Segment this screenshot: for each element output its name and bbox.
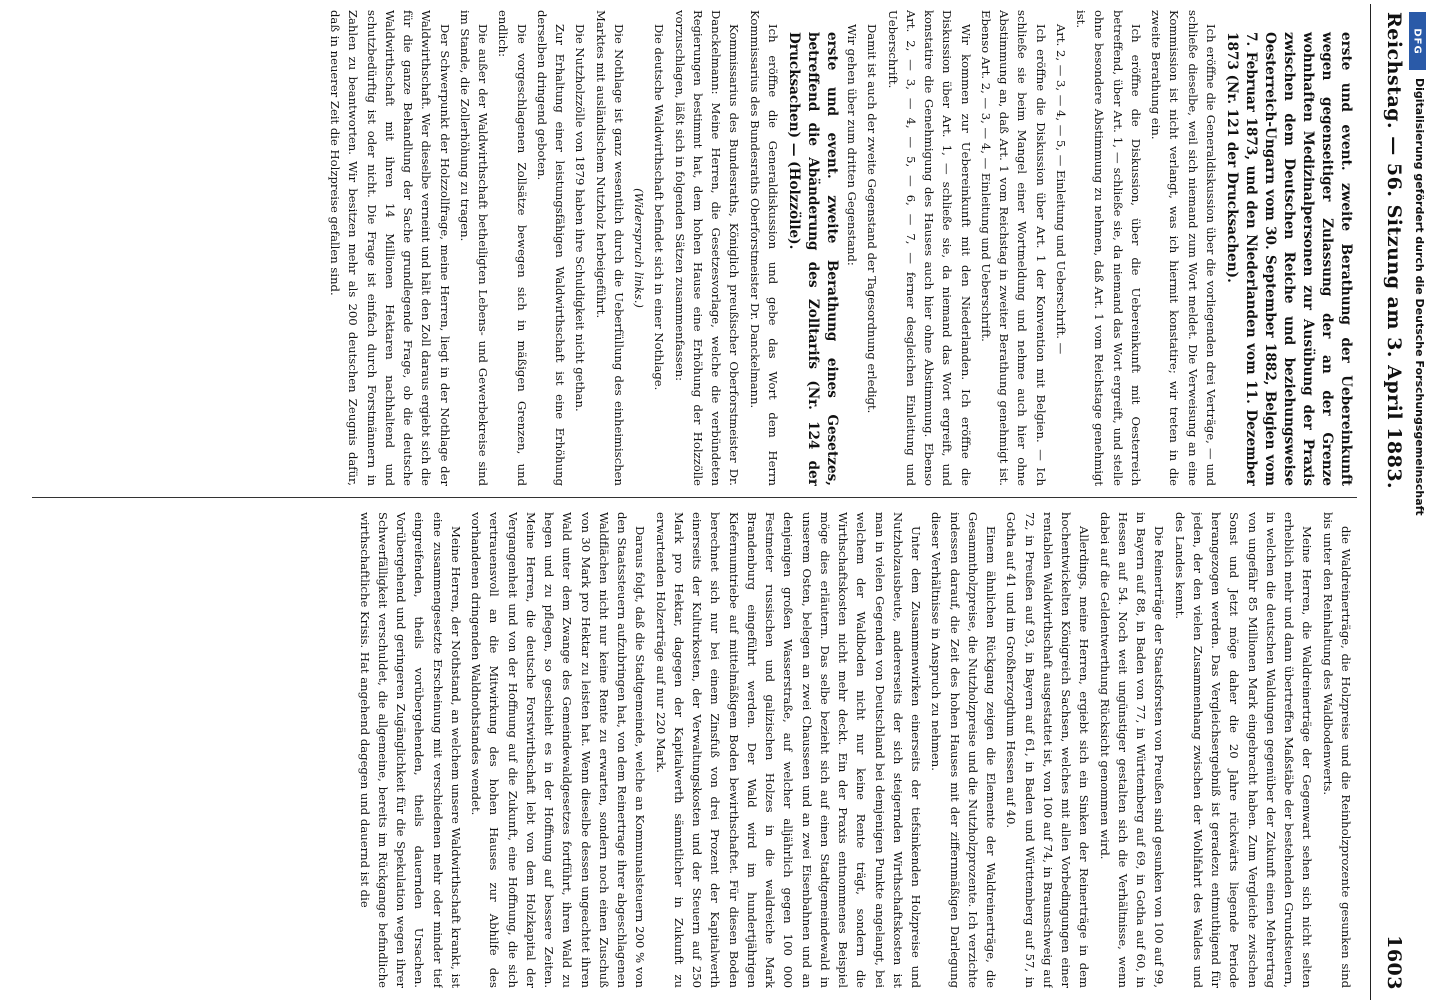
paragraph: Ich eröffne die Generaldiskussion über die vorliegenden drei Verträge, — und schließe dieselbe, weil sich niemand zum Wort meldet. Die Verweisung an eine Kommission ist nicht verlangt, was ich hiermit konstatire; wir treten in die zweite Berathung ein.	[1149, 10, 1218, 486]
paragraph: Kommissarius des Bundesraths, Königlich preußischer Oberforstmeister Dr. Danckelmann: Meine Herren, die Gesetzesvorlage, welche die verbündeten Regierungen bestimmt hat, dem hohen Hause eine Erhöhung der Holzzölle vorzuschlagen, läßt sich in folgenden Sätzen zusammenfassen:	[672, 10, 742, 486]
header-title: Reichstag. — 56. Sitzung am 3. April 1883.	[1383, 12, 1405, 490]
interjection: (Widerspruch links.)	[632, 188, 647, 308]
paragraph: die Waldreinerträge, die Holzpreise und die Reinholzprozente gesunken sind bis unter den Reinhaltung des Waldbodenwerts.	[1320, 512, 1353, 988]
page-number: 1603	[1383, 935, 1405, 990]
right-column	[33, 512, 1355, 988]
paragraph: Die deutsche Waldwirthschaft befindet sich in einer Nothlage.	[652, 24, 667, 391]
paragraph: Meine Herren, der Nothstand, an welchem unsere Waldwirthschaft krankt, ist eine zusammengesetzte Erscheinung mit verschiedenen mehr oder minder tief eingreifenden, theils vorübergehenden, theils dauernden Ursachen. Vorübergehend und geringeren Zugänglichkeit für die Spekulation wegen ihrer Schwerfälligkeit verschuldet, die allgemeine, bereits im Rückgange befindliche wirthschaftliche Krisis. Hat angehend dagegen und dauernd ist die	[357, 512, 463, 988]
paragraph: Damit ist auch der zweite Gegenstand der Tagesordnung erledigt.	[865, 24, 880, 414]
paragraph: Zur Erhaltung einer leistungsfähigen Waldwirthschaft ist eine Erhöhung derselben dringend geboten.	[535, 10, 568, 486]
rotated-document-page	[20, 4, 1415, 1000]
paragraph: Meine Herren, die Waldreinerträge der Gegenwart sehen sich nicht selten erheblich mehr und dann übertreffen Maßstäbe der bestehenden Grundsteuern, in welchen die deutschen Waldungen gegenüber der Zukunft einen Mehrertrag von ungefähr 85 Millionen Mark eingebracht haben. Zum Vergleiche zwischen Sonst und Jetzt möge daher die 20 Jahre rückwärts liegende Periode herangezogen werden. Das Vergleichsergebniß ist geradezu entmuthigend für jeden, der den vielen Zusammenhang zwischen der Wohlfahrt des Waldes und des Landes kennt.	[1172, 512, 1315, 988]
paragraph: Art. 2, — 3, — 4, — 5, — Einleitung und Ueberschrift. —	[1054, 24, 1068, 355]
paragraph: Einem ähnlichen Rückgang zeigen die Elemente der Waldreinerträge, die Gesammtholzpreise, die Nutzholzpreise und die Nutzholzprozente. Ich verzichte indessen darauf, die Zeit des hohen Hauses mit der ziffernmäßigen Darlegung dieser Verhältnisse in Anspruch zu nehmen.	[929, 512, 999, 988]
paragraph: Die außer der Waldwirthschaft betheiligten Lebens- und Gewerbekreise sind im Stande, die Zollerhöhung zu tragen.	[458, 10, 491, 486]
dfg-logo-text: DFG	[1412, 27, 1423, 55]
paragraph: Wir kommen zur Uebereinkunft mit den Niederlanden. Ich eröffne die Diskussion über Art. 1, — schließe sie, da niemand das Wort ergreift, und konstatire die Genehmigung des Hauses auch hier ohne Abstimmung. Ebenso Art. 2, — 3, — 4, — 5, — 6, — 7, — ferner desgleichen Einleitung und Ueberschrift.	[885, 10, 973, 486]
paragraph: Der Schwerpunkt der Holzzollfrage, meine Herren, liegt in der Nothlage der Waldwirthschaft. Wer dieselbe verneint und hält den Zoll daraus ergiebt sich die für die ganze Behandlung der Sache grundlegende Frage, ob die deutsche Waldwirthschaft mit ihren 14 Millionen Hektaren nachhaltend und schutzbedürftig ist oder nicht. Die Frage ist einfach durch Forstmännern in Zahlen zu beantworten. Wir besitzen mehr als 200 deutschen Zeugnis dafür, daß in neuerer Zeit die Holzpreise gefallen sind.	[328, 10, 452, 486]
agenda-heading: erste und event. zweite Berathung der Uebereinkunft wegen gegenseitiger Zulassung der an der Grenze wohnhaften Medizinalpersonen zur Ausübung der Praxis zwischen dem Deutschen Reiche und beziehungsweise Oesterreich-Ungarn vom 30. September 1882, Belgien vom 7. Februar 1873, und den Niederlanden vom 11. Dezember 1873 (Nr. 121 der Drucksachen).	[1224, 32, 1354, 486]
paragraph: Daraus folgt, daß die Stadtgemeinde, welche an Kommunalsteuern 200 % von den Staatssteuern aufzubringen hat, von dem Reinertrage ihrer abgeschlagenen Waldflächen nicht nur keine Rente zu erwarten, sondern noch einen Zuschuß von 30 Mark pro Hektar zu leisten hat. Wenn dieselbe dessen ungeachtet ihren Wald unter dem Zwange des Gemeindewaldgesetzes fortführt, ihren Wald zu hegen und zu pflegen, so geschieht es in der Hoffnung auf bessere Zeiten. Meine Herren, die deutsche Forstwirthschaft lebt von dem Holzkapital der Vergangenheit und von der Hoffnung auf die Zukunft, eine Hoffnung, die sich vertrauensvoll an die Mitwirkung des hohen Hauses zur Abhilfe des vorhandenen dringenden Waldnothstandes wendet.	[469, 512, 648, 988]
paragraph: Ich eröffne die Diskussion, über die Uebereinkunft mit Oesterreich betreffend, über Art. 1, — schließe sie, da niemand das Wort ergreift, und stelle ohne besondere Abstimmung zu nehmen, daß Art. 1 vom Reichstage genehmigt ist.	[1074, 10, 1143, 486]
paragraph: Ich eröffne die Generaldiskussion und gebe das Wort dem Herrn Kommissarius des Bundesraths Oberforstmeister Dr. Danckelmann.	[747, 10, 780, 486]
paragraph: Die Reinerträge der Staatsforsten von Preußen sind gesunken von 100 auf 99, in Bayern auf 88, in Baden von 77, in Württemberg auf 69, in Gotha auf 60, in Hessen auf 54. Noch weit ungünstiger gestalten sich die Verhältnisse, wenn dabei auf die Geldentwerthung Rücksicht genommen wird.	[1097, 512, 1167, 988]
paragraph: Die Nutzholzzölle von 1879 haben ihre Schuldigkeit nicht gethan.	[573, 24, 588, 412]
paragraph: Ich eröffne die Diskussion über Art. 1 der Konvention mit Belgien. — Ich schließe sie beim Mangel einer Wortmeldung und nehme auch hier ohne Abstimmung an, daß Art. 1 vom Reichstag in zweiter Berathung genehmigt ist. Ebenso Art. 2, — 3, — 4, — Einleitung und Ueberschrift.	[979, 10, 1048, 486]
column-divider	[32, 497, 1357, 498]
credit-text: Digitalisierung gefördert durch die Deutsche Forschungsgemeinschaft	[1413, 78, 1426, 516]
paragraph: Wir gehen über zum dritten Gegenstand:	[845, 24, 860, 266]
left-column	[33, 10, 1355, 486]
paragraph: Die Nothlage ist ganz wesentlich durch die Ueberfüllung des einheimischen Marktes mit ausländischem Nutzholz herbeigeführt.	[593, 10, 626, 486]
paragraph: Allerdings, meine Herren, ergiebt sich ein Sinken der Reinerträge in dem hochentwickelten Königreich Sachsen, welches mit allen Vorbedingungen einer rentablen Waldwirthschaft ausgestattet ist, von 100 auf 74, in Braunschweig auf 72, in Preußen auf 93, in Bayern auf 61, in Baden und Württemberg auf 57, in Gotha auf 41 und im Großherzogthum Hessen auf 40.	[1004, 512, 1092, 988]
paragraph: Unter dem Zusammenwirken einerseits der tiefsinkenden Holzpreise und Nutzholzausbeute, andererseits der sich steigernden Wirthschaftskosten ist man in vielen Gegenden von Deutschland bei demjenigen Punkte angelangt, bei welchem der Waldboden nicht nur keine Rente trägt, sondern die Wirthschaftskosten nicht mehr deckt. Ein der Praxis entnommenes Beispiel möge dies erläutern. Das selbe bezieht sich auf einen Stadtgemeindewald in unserem Osten, belegen an zwei Chausseen und an zwei Eisenbahnen und an denjenigen großen Wasserstraße, auf welcher alljährlich gegen 100 000 Festmeter russischen und galizischen Holzes in die waldreiche Mark Brandenburg eingeführt werden. Der Wald wird im hundertjährigen Kiefernumtriebe auf mittelmäßigem Boden bewirthschaftet. Für diesen Boden berechnet sich nur bei einem Zinsfuß von drei Prozent der Kapitalwerth einerseits der Kulturkosten, der Verwaltungskosten und der Steuern auf 250 Mark pro Hektar, dagegen der Kapitalwerth sämmtlicher in Zukunft zu erwartenden Holzerträge auf nur 220 Mark.	[653, 512, 924, 988]
digitization-credit	[1408, 78, 1428, 978]
agenda-heading: erste und event. zweite Berathung eines Gesetzes, betreffend die Abänderung des Zolltarifs (Nr. 124 der Drucksachen) — (Holzzölle).	[786, 32, 840, 486]
dfg-logo-icon	[1409, 12, 1426, 70]
paragraph: Die vorgeschlagenen Zollsätze bewegen sich in mäßigen Grenzen, und endlich:	[496, 10, 529, 486]
